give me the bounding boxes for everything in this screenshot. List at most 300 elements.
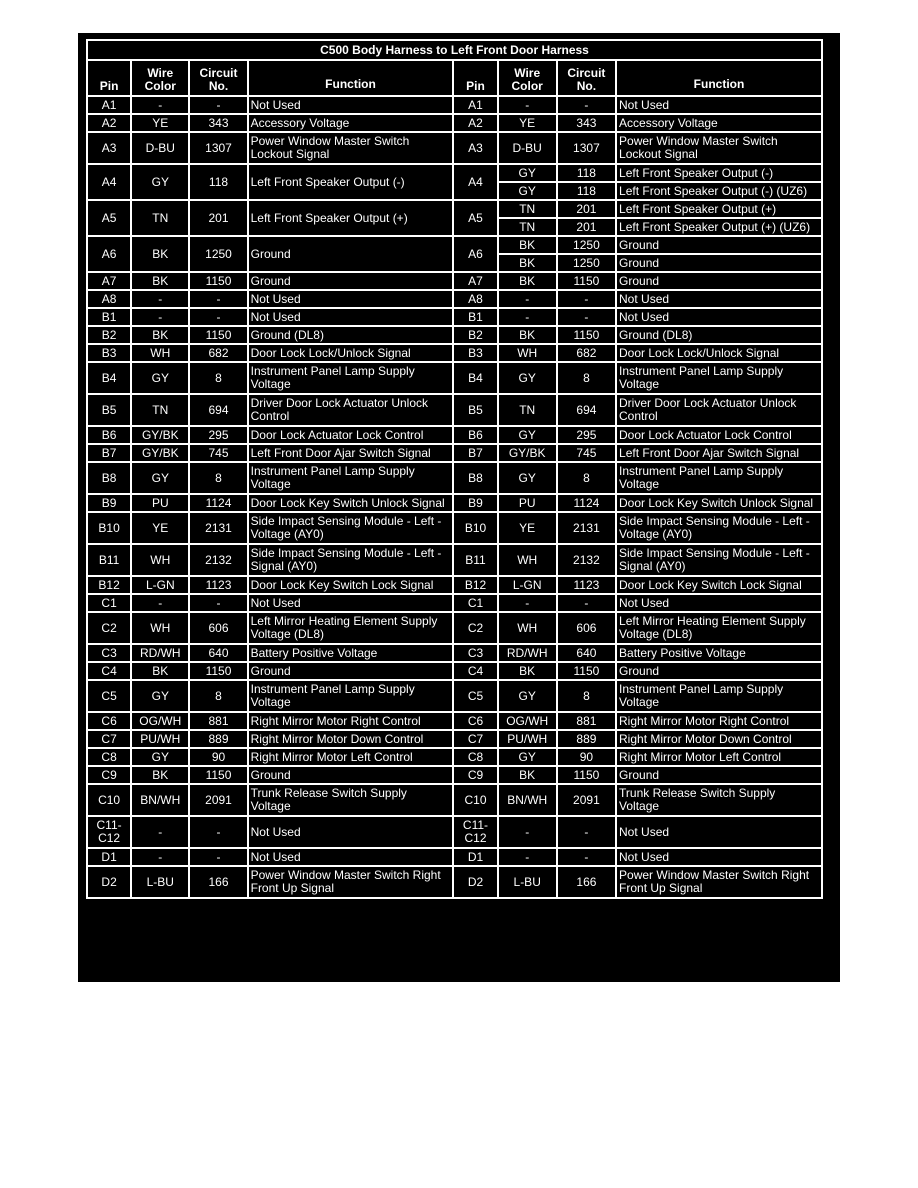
pin-cell: C8 xyxy=(87,748,131,766)
wire-color-cell: GY xyxy=(498,182,557,200)
pin-cell: B7 xyxy=(453,444,497,462)
table-row xyxy=(87,644,822,662)
circuit-cell: 1150 xyxy=(557,326,616,344)
function-cell: Not Used xyxy=(616,848,822,866)
circuit-cell: - xyxy=(557,290,616,308)
header-wire-color: Wire Color xyxy=(131,60,189,96)
circuit-cell: 745 xyxy=(557,444,616,462)
wire-color-cell: BK xyxy=(498,254,557,272)
circuit-cell: 90 xyxy=(557,748,616,766)
pin-cell: B6 xyxy=(87,426,131,444)
wire-color-cell: GY xyxy=(131,680,189,712)
function-cell: Side Impact Sensing Module - Left - Voltage (AY0) xyxy=(248,512,454,544)
table-row xyxy=(87,730,822,748)
table-body xyxy=(87,96,822,898)
function-cell: Left Front Speaker Output (+) xyxy=(616,200,822,218)
pin-cell: C9 xyxy=(453,766,497,784)
wire-color-cell: GY xyxy=(498,680,557,712)
circuit-cell: 881 xyxy=(557,712,616,730)
table-row xyxy=(87,766,822,784)
function-cell: Not Used xyxy=(248,290,454,308)
function-cell: Not Used xyxy=(616,308,822,326)
pin-cell: A6 xyxy=(453,236,497,272)
wire-color-cell: RD/WH xyxy=(131,644,189,662)
pin-cell: C10 xyxy=(453,784,497,816)
function-cell: Left Mirror Heating Element Supply Voltage (DL8) xyxy=(616,612,822,644)
circuit-cell: 166 xyxy=(557,866,616,898)
circuit-cell: 1124 xyxy=(557,494,616,512)
table-row xyxy=(87,680,822,712)
pin-cell: C6 xyxy=(87,712,131,730)
pin-cell: A1 xyxy=(87,96,131,114)
function-cell: Power Window Master Switch Right Front Up Signal xyxy=(616,866,822,898)
circuit-cell: - xyxy=(189,290,247,308)
circuit-cell: 1150 xyxy=(189,272,247,290)
wire-color-cell: BN/WH xyxy=(131,784,189,816)
table-row xyxy=(87,494,822,512)
wire-color-cell: - xyxy=(131,308,189,326)
wire-color-cell: BK xyxy=(498,326,557,344)
function-cell: Battery Positive Voltage xyxy=(248,644,454,662)
function-cell: Left Front Speaker Output (-) xyxy=(248,164,454,200)
wire-color-cell: PU xyxy=(131,494,189,512)
wire-color-cell: WH xyxy=(131,612,189,644)
circuit-cell: 1307 xyxy=(557,132,616,164)
pin-cell: A6 xyxy=(87,236,131,272)
pin-cell: A8 xyxy=(87,290,131,308)
function-cell: Instrument Panel Lamp Supply Voltage xyxy=(616,462,822,494)
connector-table-frame xyxy=(78,33,840,982)
pin-cell: C3 xyxy=(453,644,497,662)
circuit-cell: 166 xyxy=(189,866,247,898)
function-cell: Left Front Speaker Output (+) (UZ6) xyxy=(616,218,822,236)
pin-cell: C4 xyxy=(87,662,131,680)
circuit-cell: 1123 xyxy=(189,576,247,594)
circuit-cell: - xyxy=(557,816,616,848)
table-row xyxy=(87,462,822,494)
table-row xyxy=(87,236,822,254)
pin-cell: B7 xyxy=(87,444,131,462)
circuit-cell: 118 xyxy=(557,164,616,182)
table-row xyxy=(87,712,822,730)
wire-color-cell: OG/WH xyxy=(131,712,189,730)
function-cell: Left Mirror Heating Element Supply Voltage (DL8) xyxy=(248,612,454,644)
table-row xyxy=(87,362,822,394)
pin-cell: C1 xyxy=(87,594,131,612)
header-circuit-no: Circuit No. xyxy=(557,60,616,96)
pin-cell: A2 xyxy=(87,114,131,132)
circuit-cell: 8 xyxy=(189,462,247,494)
function-cell: Not Used xyxy=(616,290,822,308)
circuit-cell: 1150 xyxy=(557,766,616,784)
function-cell: Instrument Panel Lamp Supply Voltage xyxy=(616,362,822,394)
circuit-cell: 8 xyxy=(189,680,247,712)
wire-color-cell: BK xyxy=(131,662,189,680)
wire-color-cell: GY xyxy=(498,164,557,182)
function-cell: Ground xyxy=(616,254,822,272)
function-cell: Side Impact Sensing Module - Left - Voltage (AY0) xyxy=(616,512,822,544)
table-row xyxy=(87,326,822,344)
function-cell: Right Mirror Motor Left Control xyxy=(248,748,454,766)
function-cell: Door Lock Key Switch Lock Signal xyxy=(248,576,454,594)
circuit-cell: - xyxy=(189,816,247,848)
pin-cell: A5 xyxy=(87,200,131,236)
wire-color-cell: TN xyxy=(498,218,557,236)
function-cell: Not Used xyxy=(248,848,454,866)
table-row xyxy=(87,866,822,898)
circuit-cell: 640 xyxy=(557,644,616,662)
circuit-cell: 682 xyxy=(557,344,616,362)
wire-color-cell: PU xyxy=(498,494,557,512)
circuit-cell: 1150 xyxy=(557,662,616,680)
table-row xyxy=(87,290,822,308)
wire-color-cell: GY xyxy=(131,164,189,200)
function-cell: Not Used xyxy=(616,96,822,114)
pin-cell: A4 xyxy=(453,164,497,200)
function-cell: Side Impact Sensing Module - Left - Signal (AY0) xyxy=(248,544,454,576)
circuit-cell: 90 xyxy=(189,748,247,766)
circuit-cell: 1307 xyxy=(189,132,247,164)
function-cell: Ground xyxy=(248,272,454,290)
function-cell: Ground xyxy=(248,236,454,272)
wire-color-cell: YE xyxy=(131,512,189,544)
function-cell: Ground xyxy=(248,766,454,784)
pin-cell: D2 xyxy=(87,866,131,898)
circuit-cell: 8 xyxy=(189,362,247,394)
table-row xyxy=(87,394,822,426)
function-cell: Power Window Master Switch Lockout Signal xyxy=(248,132,454,164)
wire-color-cell: PU/WH xyxy=(498,730,557,748)
pin-cell: B9 xyxy=(87,494,131,512)
wire-color-cell: YE xyxy=(498,512,557,544)
function-cell: Not Used xyxy=(616,816,822,848)
wire-color-cell: WH xyxy=(498,612,557,644)
header-circuit-no: Circuit No. xyxy=(189,60,247,96)
function-cell: Ground xyxy=(616,236,822,254)
wire-color-cell: D-BU xyxy=(131,132,189,164)
pin-cell: B8 xyxy=(87,462,131,494)
pin-cell: A8 xyxy=(453,290,497,308)
table-row xyxy=(87,512,822,544)
table-row xyxy=(87,96,822,114)
wire-color-cell: L-GN xyxy=(498,576,557,594)
wire-color-cell: GY xyxy=(498,362,557,394)
circuit-cell: - xyxy=(557,96,616,114)
table-row xyxy=(87,816,822,848)
wire-color-cell: - xyxy=(498,290,557,308)
function-cell: Right Mirror Motor Left Control xyxy=(616,748,822,766)
wire-color-cell: OG/WH xyxy=(498,712,557,730)
function-cell: Driver Door Lock Actuator Unlock Control xyxy=(616,394,822,426)
table-row xyxy=(87,784,822,816)
wire-color-cell: TN xyxy=(131,200,189,236)
circuit-cell: 1150 xyxy=(557,272,616,290)
wire-color-cell: GY xyxy=(131,362,189,394)
wire-color-cell: - xyxy=(498,96,557,114)
function-cell: Accessory Voltage xyxy=(616,114,822,132)
wire-color-cell: GY xyxy=(131,462,189,494)
function-cell: Accessory Voltage xyxy=(248,114,454,132)
circuit-cell: 343 xyxy=(189,114,247,132)
circuit-cell: 8 xyxy=(557,680,616,712)
wire-color-cell: D-BU xyxy=(498,132,557,164)
function-cell: Instrument Panel Lamp Supply Voltage xyxy=(248,680,454,712)
function-cell: Door Lock Actuator Lock Control xyxy=(248,426,454,444)
circuit-cell: 1150 xyxy=(189,662,247,680)
pin-cell: D1 xyxy=(87,848,131,866)
function-cell: Left Front Speaker Output (-) xyxy=(616,164,822,182)
wire-color-cell: GY xyxy=(498,462,557,494)
circuit-cell: 694 xyxy=(189,394,247,426)
wire-color-cell: BK xyxy=(131,272,189,290)
function-cell: Not Used xyxy=(616,594,822,612)
pin-cell: B5 xyxy=(453,394,497,426)
circuit-cell: 694 xyxy=(557,394,616,426)
wire-color-cell: TN xyxy=(131,394,189,426)
wire-color-cell: WH xyxy=(498,544,557,576)
function-cell: Side Impact Sensing Module - Left - Signal (AY0) xyxy=(616,544,822,576)
pin-cell: C11-C12 xyxy=(87,816,131,848)
wire-color-cell: GY/BK xyxy=(131,426,189,444)
pin-cell: C9 xyxy=(87,766,131,784)
circuit-cell: 201 xyxy=(189,200,247,236)
circuit-cell: 640 xyxy=(189,644,247,662)
circuit-cell: 881 xyxy=(189,712,247,730)
wire-color-cell: L-GN xyxy=(131,576,189,594)
header-function: Function xyxy=(616,60,822,96)
pin-cell: B5 xyxy=(87,394,131,426)
wire-color-cell: - xyxy=(498,594,557,612)
function-cell: Ground xyxy=(616,662,822,680)
function-cell: Ground (DL8) xyxy=(248,326,454,344)
pin-cell: B2 xyxy=(87,326,131,344)
pin-cell: C5 xyxy=(87,680,131,712)
pin-cell: D2 xyxy=(453,866,497,898)
pin-cell: A7 xyxy=(453,272,497,290)
wire-color-cell: - xyxy=(131,290,189,308)
circuit-cell: 1250 xyxy=(557,236,616,254)
pin-cell: A7 xyxy=(87,272,131,290)
pin-cell: B4 xyxy=(87,362,131,394)
table-row xyxy=(87,748,822,766)
pin-cell: B3 xyxy=(453,344,497,362)
function-cell: Not Used xyxy=(248,594,454,612)
wire-color-cell: GY xyxy=(498,426,557,444)
pin-cell: C8 xyxy=(453,748,497,766)
pin-cell: A3 xyxy=(87,132,131,164)
pin-cell: C2 xyxy=(87,612,131,644)
circuit-cell: 889 xyxy=(189,730,247,748)
pin-cell: B2 xyxy=(453,326,497,344)
wire-color-cell: YE xyxy=(498,114,557,132)
pin-cell: A5 xyxy=(453,200,497,236)
header-pin: Pin xyxy=(87,60,131,96)
circuit-cell: 8 xyxy=(557,362,616,394)
circuit-cell: 682 xyxy=(189,344,247,362)
wire-color-cell: - xyxy=(498,308,557,326)
circuit-cell: - xyxy=(557,594,616,612)
wire-color-cell: TN xyxy=(498,394,557,426)
pin-cell: B11 xyxy=(453,544,497,576)
function-cell: Power Window Master Switch Lockout Signal xyxy=(616,132,822,164)
wire-color-cell: GY/BK xyxy=(498,444,557,462)
function-cell: Battery Positive Voltage xyxy=(616,644,822,662)
function-cell: Not Used xyxy=(248,96,454,114)
pin-cell: A4 xyxy=(87,164,131,200)
function-cell: Power Window Master Switch Right Front Up Signal xyxy=(248,866,454,898)
table-row xyxy=(87,200,822,218)
function-cell: Instrument Panel Lamp Supply Voltage xyxy=(616,680,822,712)
circuit-cell: 1150 xyxy=(189,766,247,784)
wire-color-cell: BK xyxy=(498,236,557,254)
table-row xyxy=(87,344,822,362)
table-row xyxy=(87,132,822,164)
circuit-cell: 889 xyxy=(557,730,616,748)
pin-cell: A2 xyxy=(453,114,497,132)
header-wire-color: Wire Color xyxy=(498,60,557,96)
pin-cell: B4 xyxy=(453,362,497,394)
pin-cell: B6 xyxy=(453,426,497,444)
circuit-cell: 1124 xyxy=(189,494,247,512)
wire-color-cell: WH xyxy=(131,544,189,576)
function-cell: Instrument Panel Lamp Supply Voltage xyxy=(248,362,454,394)
function-cell: Not Used xyxy=(248,816,454,848)
pin-cell: B11 xyxy=(87,544,131,576)
pin-cell: C11-C12 xyxy=(453,816,497,848)
function-cell: Ground xyxy=(616,272,822,290)
wire-color-cell: GY xyxy=(498,748,557,766)
pin-cell: D1 xyxy=(453,848,497,866)
circuit-cell: 2091 xyxy=(557,784,616,816)
wire-color-cell: BK xyxy=(131,766,189,784)
wire-color-cell: YE xyxy=(131,114,189,132)
function-cell: Instrument Panel Lamp Supply Voltage xyxy=(248,462,454,494)
connector-pinout-table xyxy=(86,39,823,899)
function-cell: Ground xyxy=(248,662,454,680)
pin-cell: B1 xyxy=(453,308,497,326)
wire-color-cell: PU/WH xyxy=(131,730,189,748)
circuit-cell: 606 xyxy=(557,612,616,644)
pin-cell: B1 xyxy=(87,308,131,326)
circuit-cell: 2131 xyxy=(189,512,247,544)
pin-cell: B10 xyxy=(87,512,131,544)
circuit-cell: 295 xyxy=(557,426,616,444)
function-cell: Ground xyxy=(616,766,822,784)
circuit-cell: 118 xyxy=(557,182,616,200)
circuit-cell: 2132 xyxy=(557,544,616,576)
table-row xyxy=(87,576,822,594)
function-cell: Trunk Release Switch Supply Voltage xyxy=(248,784,454,816)
function-cell: Ground (DL8) xyxy=(616,326,822,344)
circuit-cell: 745 xyxy=(189,444,247,462)
circuit-cell: - xyxy=(557,308,616,326)
wire-color-cell: - xyxy=(498,816,557,848)
pin-cell: C5 xyxy=(453,680,497,712)
wire-color-cell: WH xyxy=(498,344,557,362)
function-cell: Door Lock Lock/Unlock Signal xyxy=(616,344,822,362)
wire-color-cell: - xyxy=(131,848,189,866)
table-row xyxy=(87,164,822,182)
wire-color-cell: BK xyxy=(131,326,189,344)
wire-color-cell: L-BU xyxy=(498,866,557,898)
pin-cell: C2 xyxy=(453,612,497,644)
circuit-cell: 8 xyxy=(557,462,616,494)
function-cell: Door Lock Key Switch Unlock Signal xyxy=(248,494,454,512)
circuit-cell: 606 xyxy=(189,612,247,644)
header-pin: Pin xyxy=(453,60,497,96)
function-cell: Door Lock Key Switch Lock Signal xyxy=(616,576,822,594)
table-row xyxy=(87,272,822,290)
function-cell: Door Lock Key Switch Unlock Signal xyxy=(616,494,822,512)
function-cell: Right Mirror Motor Down Control xyxy=(616,730,822,748)
function-cell: Right Mirror Motor Down Control xyxy=(248,730,454,748)
table-row xyxy=(87,612,822,644)
wire-color-cell: BK xyxy=(498,662,557,680)
pin-cell: C1 xyxy=(453,594,497,612)
circuit-cell: 1250 xyxy=(189,236,247,272)
pin-cell: C6 xyxy=(453,712,497,730)
function-cell: Door Lock Lock/Unlock Signal xyxy=(248,344,454,362)
function-cell: Right Mirror Motor Right Control xyxy=(616,712,822,730)
function-cell: Left Front Speaker Output (+) xyxy=(248,200,454,236)
wire-color-cell: WH xyxy=(131,344,189,362)
table-title: C500 Body Harness to Left Front Door Harness xyxy=(87,40,822,60)
header-function: Function xyxy=(248,60,454,96)
circuit-cell: 1250 xyxy=(557,254,616,272)
circuit-cell: 343 xyxy=(557,114,616,132)
table-row xyxy=(87,594,822,612)
pin-cell: C7 xyxy=(87,730,131,748)
wire-color-cell: - xyxy=(498,848,557,866)
function-cell: Right Mirror Motor Right Control xyxy=(248,712,454,730)
function-cell: Left Front Door Ajar Switch Signal xyxy=(248,444,454,462)
pin-cell: B3 xyxy=(87,344,131,362)
wire-color-cell: GY/BK xyxy=(131,444,189,462)
circuit-cell: 118 xyxy=(189,164,247,200)
pin-cell: C10 xyxy=(87,784,131,816)
circuit-cell: - xyxy=(557,848,616,866)
circuit-cell: 201 xyxy=(557,218,616,236)
circuit-cell: 1123 xyxy=(557,576,616,594)
table-row xyxy=(87,544,822,576)
circuit-cell: 201 xyxy=(557,200,616,218)
function-cell: Trunk Release Switch Supply Voltage xyxy=(616,784,822,816)
circuit-cell: 295 xyxy=(189,426,247,444)
function-cell: Door Lock Actuator Lock Control xyxy=(616,426,822,444)
pin-cell: B12 xyxy=(87,576,131,594)
function-cell: Driver Door Lock Actuator Unlock Control xyxy=(248,394,454,426)
wire-color-cell: BN/WH xyxy=(498,784,557,816)
table-row xyxy=(87,848,822,866)
circuit-cell: 2091 xyxy=(189,784,247,816)
pin-cell: A1 xyxy=(453,96,497,114)
pin-cell: C3 xyxy=(87,644,131,662)
pin-cell: C4 xyxy=(453,662,497,680)
circuit-cell: 2131 xyxy=(557,512,616,544)
pin-cell: A3 xyxy=(453,132,497,164)
wire-color-cell: - xyxy=(131,594,189,612)
pin-cell: B9 xyxy=(453,494,497,512)
wire-color-cell: L-BU xyxy=(131,866,189,898)
pin-cell: B8 xyxy=(453,462,497,494)
circuit-cell: 2132 xyxy=(189,544,247,576)
wire-color-cell: TN xyxy=(498,200,557,218)
circuit-cell: - xyxy=(189,594,247,612)
pin-cell: B10 xyxy=(453,512,497,544)
wire-color-cell: GY xyxy=(131,748,189,766)
circuit-cell: - xyxy=(189,96,247,114)
circuit-cell: 1150 xyxy=(189,326,247,344)
